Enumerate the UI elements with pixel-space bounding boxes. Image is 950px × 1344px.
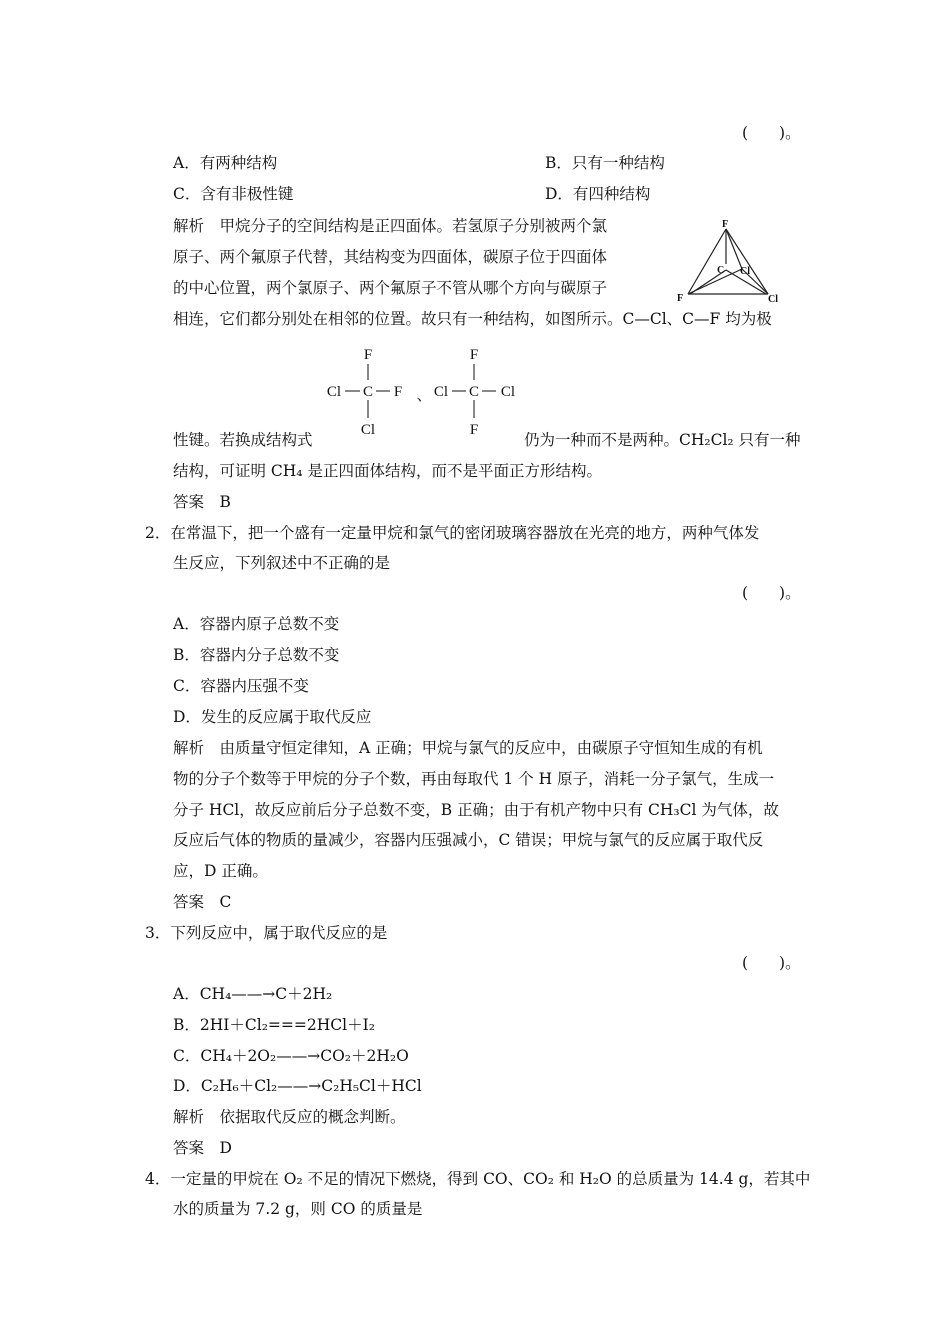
q2-explanation-line-5: 应，D 正确。	[173, 862, 268, 880]
q2-explanation-line-3: 分子 HCl，故反应前后分子总数不变，B 正确；由于有机产物中只有 CH₃Cl 为气体，故	[173, 801, 779, 819]
q2-option-b: B．容器内分子总数不变	[173, 646, 340, 664]
tetra-left-label: F	[677, 293, 684, 304]
struct2-center-atom: C	[468, 384, 480, 400]
struct2-bottom-atom: F	[469, 422, 479, 438]
q2-option-a: A．容器内原子总数不变	[173, 615, 340, 633]
q1-answer: 答案 B	[173, 493, 231, 511]
tetrahedron-diagram	[672, 214, 787, 310]
q2-option-d: D．发生的反应属于取代反应	[173, 708, 372, 726]
q3-answer: 答案 D	[173, 1139, 232, 1157]
q3-option-a: A．CH₄——→C＋2H₂	[173, 985, 333, 1003]
q4-stem-line-2: 水的质量为 7.2 g，则 CO 的质量是	[173, 1200, 423, 1218]
q3-option-d: D．C₂H₆＋Cl₂——→C₂H₅Cl＋HCl	[173, 1077, 422, 1095]
struct2-left-atom: Cl	[433, 384, 449, 400]
q1-explanation-line-1: 解析 甲烷分子的空间结构是正四面体。若氢原子分别被两个氯	[173, 217, 608, 235]
struct1-center-atom: C	[362, 384, 374, 400]
q1-explanation-line-4: 相连，它们都分别处在相邻的位置。故只有一种结构，如图所示。C—Cl、C—F 均为极	[173, 310, 772, 328]
struct-separator: 、	[416, 388, 432, 404]
q2-answer: 答案 C	[173, 893, 232, 911]
struct2-top-atom: F	[469, 347, 479, 363]
struct1-bottom-atom: Cl	[360, 422, 376, 438]
q3-answer-paren: ( )。	[742, 954, 801, 972]
q1-explanation-line-5-pre: 性键。若换成结构式	[173, 431, 313, 449]
struct1-top-atom: F	[363, 347, 373, 363]
struct1-left-atom: Cl	[326, 384, 342, 400]
q2-option-c: C．容器内压强不变	[173, 677, 309, 695]
q2-explanation-line-2: 物的分子个数等于甲烷的分子个数，再由每取代 1 个 H 原子，消耗一分子氯气，生成一	[173, 770, 775, 788]
q1-explanation-line-2: 原子、两个氟原子代替，其结构变为四面体，碳原子位于四面体	[173, 248, 608, 266]
q1-answer-paren: ( )。	[742, 124, 801, 142]
struct1-right-atom: F	[393, 384, 403, 400]
q1-explanation-line-6: 结构，可证明 CH₄ 是正四面体结构，而不是平面正方形结构。	[173, 462, 602, 480]
q3-option-c: C．CH₄＋2O₂——→CO₂＋2H₂O	[173, 1047, 409, 1065]
structural-formulas	[320, 342, 530, 438]
q1-explanation-line-3: 的中心位置，两个氯原子、两个氟原子不管从哪个方向与碳原子	[173, 279, 608, 297]
q2-answer-paren: ( )。	[742, 584, 801, 602]
tetra-right-label: Cl	[768, 294, 778, 305]
q2-stem-line-2: 生反应，下列叙述中不正确的是	[173, 554, 391, 572]
q1-option-b: B．只有一种结构	[545, 154, 665, 172]
q3-stem-line-1: 3．下列反应中，属于取代反应的是	[145, 924, 388, 942]
tetra-top-label: F	[722, 219, 729, 230]
q4-stem-line-1: 4．一定量的甲烷在 O₂ 不足的情况下燃烧，得到 CO、CO₂ 和 H₂O 的总质量为 14.4 g，若其中	[145, 1170, 811, 1188]
q2-stem-line-1: 2．在常温下，把一个盛有一定量甲烷和氯气的密闭玻璃容器放在光亮的地方，两种气体发	[145, 524, 760, 542]
struct2-right-atom: Cl	[500, 384, 516, 400]
q3-option-b: B．2HI＋Cl₂===2HCl＋I₂	[173, 1016, 375, 1034]
q2-explanation-line-4: 反应后气体的物质的量减少，容器内压强减小，C 错误；甲烷与氯气的反应属于取代反	[173, 831, 764, 849]
tetra-center-label: C	[717, 265, 725, 276]
q2-explanation-line-1: 解析 由质量守恒定律知，A 正确；甲烷与氯气的反应中，由碳原子守恒知生成的有机	[173, 739, 763, 757]
q1-option-c: C．含有非极性键	[173, 185, 294, 203]
tetra-cl-inner-label: Cl	[740, 266, 750, 277]
q1-option-a: A．有两种结构	[173, 154, 278, 172]
q1-explanation-line-5-post: 仍为一种而不是两种。CH₂Cl₂ 只有一种	[524, 431, 801, 449]
q1-option-d: D．有四种结构	[545, 185, 651, 203]
q3-explanation: 解析 依据取代反应的概念判断。	[173, 1108, 406, 1126]
